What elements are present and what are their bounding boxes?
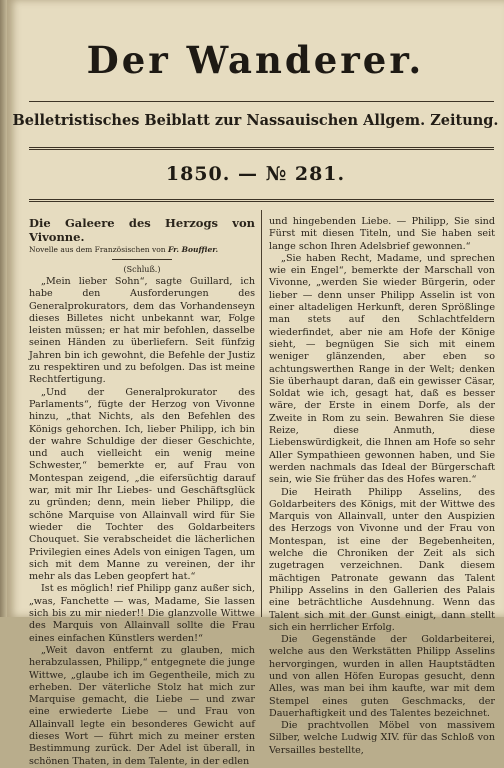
paragraph: „Und der Generalprokurator des Parlaments“, fügte der Herzog von Vivonne hinzu, „that Nichts, als den Befehlen des Königs gehorchen. Ich, lieber Philipp, ich bin der wahre Schuldige der dieser Geschichte, und auch vielleicht ein wenig meine Schwester,“ bemerkte er, auf Frau von Montespan zeigend, „die eifersüchtig darauf war, mit mir Ihr Liebes- und Geschäftsglück zu gründen; denn, mein lieber Philipp, die schöne Marquise von Allainvall wird für Sie wieder die Tochter des Goldarbeiters Chouquet. Sie verabscheidet die lächerlichen Privilegien eines Adels von einigen Tagen, um sich mit dem Manne zu vereinen, der ihr mehr als das Leben geopfert hat.“ [29,386,255,583]
masthead-title: Der Wanderer. [86,38,425,82]
paragraph: „Mein lieber Sohn“, sagte Guillard, ich habe den Ausforderungen des Generalprokurators, dem das Vorhandenseyn dieses Billetes nicht unbekannt war, Folge leisten müssen; er hat mir befohlen, dasselbe seinen Händen zu überliefern. Seit fünfzig Jahren bin ich gewohnt, die Befehle der Justiz zu respektiren und zu befolgen. Das ist meine Rechtfertigung. [29,276,255,386]
masthead-rule [29,101,494,102]
column-divider [261,210,262,617]
left-column [29,216,255,767]
paragraph: „Sie haben Recht, Madame, und sprechen wie ein Engel“, bemerkte der Marschall von Vivonne, „werden Sie wieder Bürgerin, oder lieber — denn unser Philipp Asselin ist von einer altadeligen Herkunft, deren Sprößlinge man stets auf den Schlachtfeldern wiederfindet, aber nie am Hofe der Könige sieht, — begnügen Sie sich mit einem weniger glänzenden, aber eben so achtungswerthen Range in der Welt; denken Sie überhaupt daran, daß ein gewisser Cäsar, Soldat wie ich, gesagt hat, daß es besser wäre, der Erste in einem Dorfe, als der Zweite in Rom zu sein. Bewahren Sie diese Reize, diese Anmuth, diese Liebenswürdigkeit, die Ihnen am Hofe so sehr Aller Sympathieen gewonnen haben, und Sie werden nachmals das Ideal der Bürgerschaft sein, wie Sie früher das des Hofes waren.“ [269,252,495,486]
issue-rule-top [29,147,494,150]
article-author: Fr. Bouffier. [167,245,219,254]
masthead-subtitle: Belletristisches Beiblatt zur Nassauischen Allgem. Zeitung. [12,112,499,129]
paragraph: Die Gegenstände der Goldarbeiterei, welche aus den Werkstätten Philipp Asselins hervorgingen, wurden in allen Hauptstädten und von allen Höfen Europas gesucht, denn Alles, was man bei ihm kaufte, war mit dem Stempel eines guten Geschmacks, der Dauerhaftigkeit und des Talentes bezeichnet. [269,634,495,719]
article-note: (Schluß.) [123,265,161,274]
paragraph: Die Heirath Philipp Asselins, des Goldarbeiters des Königs, mit der Wittwe des Marquis von Allainvall, unter den Auspizien des Herzogs von Vivonne und der Frau von Montespan, ist eine der Begebenheiten, welche die Chroniken der Zeit als sich zugetragen verzeichnen. Dank diesem mächtigen Patronate gewann das Talent Philipp Asselins in den Gallerien des Palais eine beträchtliche Ausdehnung. Wenn das Talent sich mit der Gunst einigt, dann stellt sich ein herrlicher Erfolg. [269,486,495,633]
paragraph: Die prachtvollen Möbel von massivem Silber, welche Ludwig XIV. für das Schloß von Versailles bestellte, [269,720,495,756]
paragraph: „Weit davon entfernt zu glauben, mich herabzulassen, Philipp,“ entgegnete die junge Wittwe, „glaube ich im Gegentheile, mich zu erheben. Der väterliche Stolz hat mich zur Marquise gemacht, die Liebe — und zwar eine erwiederte Liebe — und Frau von Allainvall legte ein besonderes Gewicht auf dieses Wort — führt mich zu meiner ersten Bestimmung zurück. Der Adel ist überall, in schönen Thaten, in dem Talente, in der edlen [29,644,255,767]
article-rule [112,259,172,260]
newspaper-page [7,0,504,767]
paragraph: und hingebenden Liebe. — Philipp, Sie sind Fürst mit diesen Titeln, und Sie haben seit lange schon Ihren Adelsbrief gewonnen.“ [269,216,495,252]
article-subtitle [29,245,255,255]
book-binding [0,0,7,617]
article-title: Die Galeere des Herzogs von Vivonne. [29,216,255,244]
article-subtitle-prefix: Novelle aus dem Französischen von [29,245,166,254]
paragraph: Ist es möglich! rief Philipp ganz außer sich, „was, Fanchette — was, Madame, Sie lassen sich bis zu mir nieder!! Die glanzvolle Wittwe des Marquis von Allainvall sollte die Frau eines einfachen Künstlers werden!“ [29,583,255,644]
issue-number: 1850. — № 281. [165,163,346,185]
right-column [269,216,495,756]
issue-rule-bottom [29,199,494,202]
